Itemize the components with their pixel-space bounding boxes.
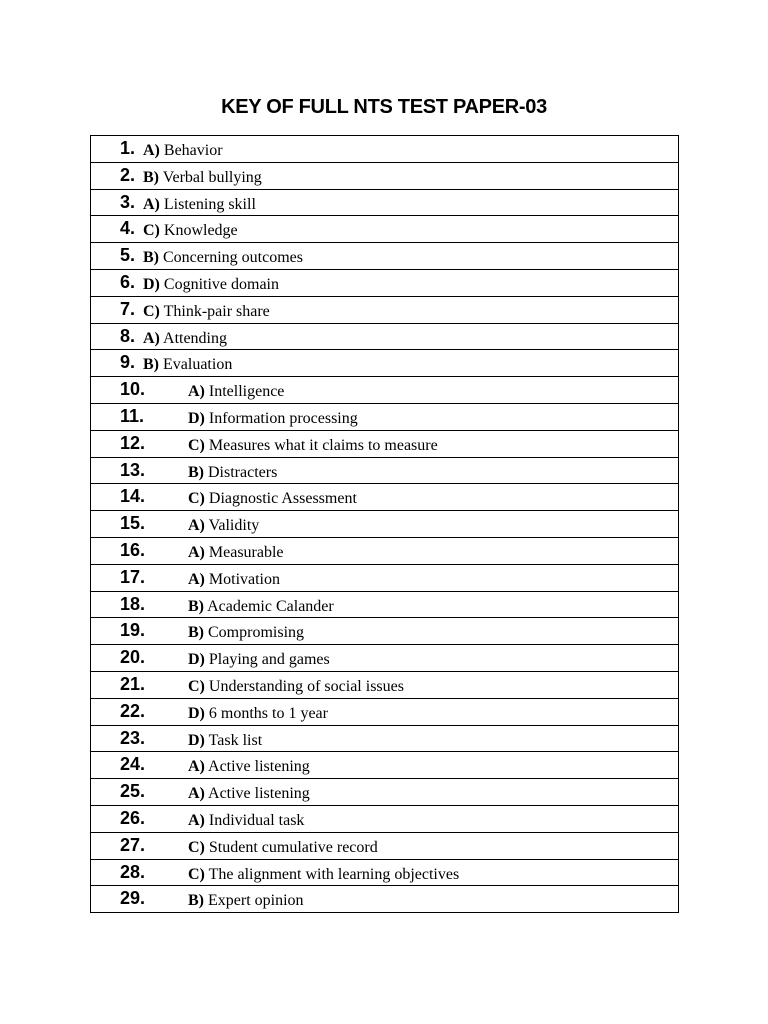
question-number: 24.	[120, 754, 146, 775]
question-number: 8.	[120, 325, 136, 346]
answer-label: Think-pair share	[159, 302, 270, 320]
answer-cell	[91, 377, 679, 404]
question-number: 15.	[120, 513, 146, 534]
question-number: 10.	[120, 379, 146, 400]
question-number: 11.	[120, 405, 145, 426]
answer-cell	[91, 564, 679, 591]
answer-cell	[91, 698, 679, 725]
answer-cell	[91, 269, 679, 296]
answer-cell	[91, 484, 679, 511]
answer-row	[91, 243, 679, 270]
answer-label: Intelligence	[204, 383, 285, 401]
question-number: 16.	[120, 539, 146, 560]
answer-text	[188, 594, 334, 618]
answer-row	[91, 296, 679, 323]
answer-cell	[91, 725, 679, 752]
answer-cell	[91, 189, 679, 216]
answer-label: Behavior	[159, 142, 223, 159]
answer-row	[91, 537, 679, 564]
answer-row-content	[91, 592, 678, 618]
answer-cell	[91, 403, 679, 430]
answer-cell	[91, 323, 679, 350]
answer-cell	[91, 350, 679, 377]
answer-text	[188, 540, 284, 564]
answer-row-content	[91, 672, 678, 698]
answer-label: Evaluation	[159, 356, 233, 374]
answer-text	[188, 862, 459, 886]
answer-letter: A)	[188, 758, 205, 776]
answer-row	[91, 725, 679, 752]
answer-text	[143, 192, 256, 216]
answer-row-content	[91, 538, 678, 564]
answer-text	[143, 272, 279, 296]
answer-cell	[91, 537, 679, 564]
answer-label: Task list	[204, 731, 263, 749]
answer-cell	[91, 832, 679, 859]
answer-cell	[91, 162, 679, 189]
answer-row	[91, 323, 679, 350]
answer-cell	[91, 752, 679, 779]
answer-label: Active listening	[204, 758, 310, 776]
answer-row	[91, 591, 679, 618]
answer-label: Measures what it claims to measure	[204, 436, 438, 454]
answer-row-content	[91, 860, 678, 886]
answer-row-content	[91, 806, 678, 832]
question-number: 23.	[120, 727, 146, 748]
answer-row-content	[91, 270, 678, 296]
answer-row-content	[91, 726, 678, 752]
answer-letter: A)	[143, 142, 160, 159]
answer-text	[188, 513, 259, 537]
answer-label: Student cumulative record	[204, 838, 378, 856]
answer-label: Compromising	[204, 624, 305, 642]
answer-cell	[91, 591, 679, 618]
answer-letter: D)	[188, 731, 205, 749]
answer-row-content	[91, 404, 678, 430]
answer-letter: A)	[188, 543, 205, 561]
answer-text	[188, 835, 378, 859]
answer-letter: B)	[188, 624, 204, 642]
answer-row-content	[91, 484, 678, 510]
answer-letter: D)	[143, 275, 160, 293]
answer-cell	[91, 886, 679, 913]
answer-letter: A)	[188, 383, 205, 401]
answer-row	[91, 671, 679, 698]
answer-row	[91, 779, 679, 806]
question-number: 14.	[120, 486, 146, 507]
answer-letter: C)	[188, 677, 205, 695]
answer-text	[188, 701, 328, 725]
answer-cell	[91, 779, 679, 806]
question-number: 29.	[120, 888, 146, 909]
answer-key-rows	[91, 136, 679, 913]
answer-label: Expert opinion	[204, 892, 304, 910]
answer-letter: D)	[188, 704, 205, 722]
answer-row	[91, 511, 679, 538]
answer-letter: C)	[188, 490, 205, 508]
answer-row	[91, 136, 679, 163]
answer-cell	[91, 243, 679, 270]
answer-label: Measurable	[204, 543, 284, 561]
answer-cell	[91, 457, 679, 484]
answer-row	[91, 377, 679, 404]
answer-label: Distracters	[204, 463, 278, 481]
answer-label: Academic Calander	[204, 597, 334, 615]
answer-text	[143, 138, 223, 162]
question-number: 13.	[120, 459, 146, 480]
question-number: 5.	[120, 245, 136, 266]
answer-letter: C)	[143, 302, 160, 320]
answer-label: Individual task	[204, 811, 305, 829]
answer-text	[188, 674, 404, 698]
answer-label: Motivation	[204, 570, 280, 588]
answer-letter: C)	[188, 865, 205, 883]
question-number: 20.	[120, 647, 146, 668]
answer-letter: C)	[188, 436, 205, 454]
question-number: 27.	[120, 834, 146, 855]
answer-text	[188, 888, 304, 912]
answer-letter: A)	[188, 570, 205, 588]
question-number: 28.	[120, 861, 146, 882]
answer-text	[188, 781, 310, 805]
question-number: 19.	[120, 620, 146, 641]
answer-row	[91, 564, 679, 591]
answer-letter: A)	[143, 195, 160, 213]
answer-row	[91, 403, 679, 430]
answer-label: Diagnostic Assessment	[204, 490, 357, 508]
question-number: 6.	[120, 271, 136, 292]
answer-text	[188, 433, 438, 457]
answer-row	[91, 430, 679, 457]
answer-label: The alignment with learning objectives	[204, 865, 460, 883]
answer-row	[91, 618, 679, 645]
answer-label: Concerning outcomes	[159, 249, 303, 267]
answer-row-content	[91, 565, 678, 591]
answer-letter: C)	[188, 838, 205, 856]
answer-row	[91, 162, 679, 189]
answer-row-content	[91, 645, 678, 671]
answer-label: Validity	[204, 517, 260, 535]
answer-cell	[91, 805, 679, 832]
answer-row	[91, 350, 679, 377]
answer-letter: B)	[188, 463, 204, 481]
question-number: 21.	[120, 673, 146, 694]
answer-row-content	[91, 163, 678, 189]
answer-letter: A)	[188, 811, 205, 829]
answer-letter: B)	[188, 597, 204, 615]
question-number: 3.	[120, 191, 136, 212]
answer-cell	[91, 136, 679, 163]
answer-text	[188, 379, 284, 403]
answer-row	[91, 752, 679, 779]
question-number: 2.	[120, 164, 136, 185]
answer-label: Active listening	[204, 785, 310, 803]
answer-letter: A)	[188, 785, 205, 803]
answer-text	[188, 620, 304, 644]
answer-row	[91, 645, 679, 672]
answer-label: Cognitive domain	[159, 275, 279, 293]
answer-cell	[91, 645, 679, 672]
question-number: 18.	[120, 593, 146, 614]
answer-row-content	[91, 699, 678, 725]
answer-label: Attending	[159, 329, 227, 347]
answer-text	[188, 728, 262, 752]
answer-letter: B)	[143, 249, 159, 267]
answer-text	[188, 567, 280, 591]
answer-label: Knowledge	[159, 222, 238, 240]
answer-cell	[91, 430, 679, 457]
answer-text	[143, 245, 303, 269]
answer-text	[143, 352, 232, 376]
answer-row-content	[91, 511, 678, 537]
question-number: 22.	[120, 700, 146, 721]
answer-label: Playing and games	[204, 651, 330, 669]
answer-cell	[91, 511, 679, 538]
answer-key-table	[90, 135, 679, 913]
answer-row-content	[91, 779, 678, 805]
answer-letter: B)	[188, 892, 204, 910]
question-number: 12.	[120, 432, 146, 453]
answer-row	[91, 832, 679, 859]
answer-row	[91, 859, 679, 886]
answer-text	[188, 808, 304, 832]
answer-letter: D)	[188, 409, 205, 427]
answer-letter: B)	[143, 168, 159, 186]
answer-letter: A)	[143, 329, 160, 347]
answer-text	[188, 486, 357, 510]
answer-row-content	[91, 886, 678, 912]
answer-row-content	[91, 243, 678, 269]
question-number: 26.	[120, 807, 146, 828]
question-number: 25.	[120, 781, 146, 802]
answer-text	[143, 218, 238, 242]
question-number: 1.	[120, 138, 136, 158]
answer-row-content	[91, 618, 678, 644]
answer-letter: B)	[143, 356, 159, 374]
question-number: 7.	[120, 298, 136, 319]
answer-cell	[91, 859, 679, 886]
answer-row	[91, 484, 679, 511]
answer-row	[91, 886, 679, 913]
answer-letter: D)	[188, 651, 205, 669]
answer-letter: C)	[143, 222, 160, 240]
answer-row-content	[91, 216, 678, 242]
answer-row	[91, 269, 679, 296]
answer-cell	[91, 216, 679, 243]
answer-cell	[91, 296, 679, 323]
answer-row-content	[91, 431, 678, 457]
question-number: 9.	[120, 352, 136, 373]
answer-text	[188, 754, 310, 778]
answer-row-content	[91, 350, 678, 376]
answer-text	[188, 406, 358, 430]
answer-row-content	[91, 324, 678, 350]
answer-row-content	[91, 297, 678, 323]
answer-label: Listening skill	[159, 195, 256, 213]
answer-text	[143, 165, 262, 189]
answer-text	[188, 647, 330, 671]
answer-text	[143, 326, 227, 350]
answer-cell	[91, 671, 679, 698]
answer-row-content	[91, 752, 678, 778]
answer-text	[143, 299, 270, 323]
question-number: 4.	[120, 218, 136, 239]
answer-row	[91, 805, 679, 832]
answer-label: 6 months to 1 year	[204, 704, 328, 722]
answer-row	[91, 216, 679, 243]
answer-row-content	[91, 458, 678, 484]
answer-text	[188, 460, 277, 484]
answer-row-content	[91, 377, 678, 403]
answer-label: Understanding of social issues	[204, 677, 404, 695]
answer-row-content	[91, 136, 678, 162]
answer-label: Verbal bullying	[159, 168, 262, 186]
answer-row-content	[91, 833, 678, 859]
question-number: 17.	[120, 566, 146, 587]
page-title: KEY OF FULL NTS TEST PAPER-03	[221, 96, 547, 118]
answer-row	[91, 457, 679, 484]
answer-row	[91, 189, 679, 216]
answer-letter: A)	[188, 517, 205, 535]
answer-row-content	[91, 190, 678, 216]
answer-label: Information processing	[204, 409, 358, 427]
answer-row	[91, 698, 679, 725]
answer-cell	[91, 618, 679, 645]
